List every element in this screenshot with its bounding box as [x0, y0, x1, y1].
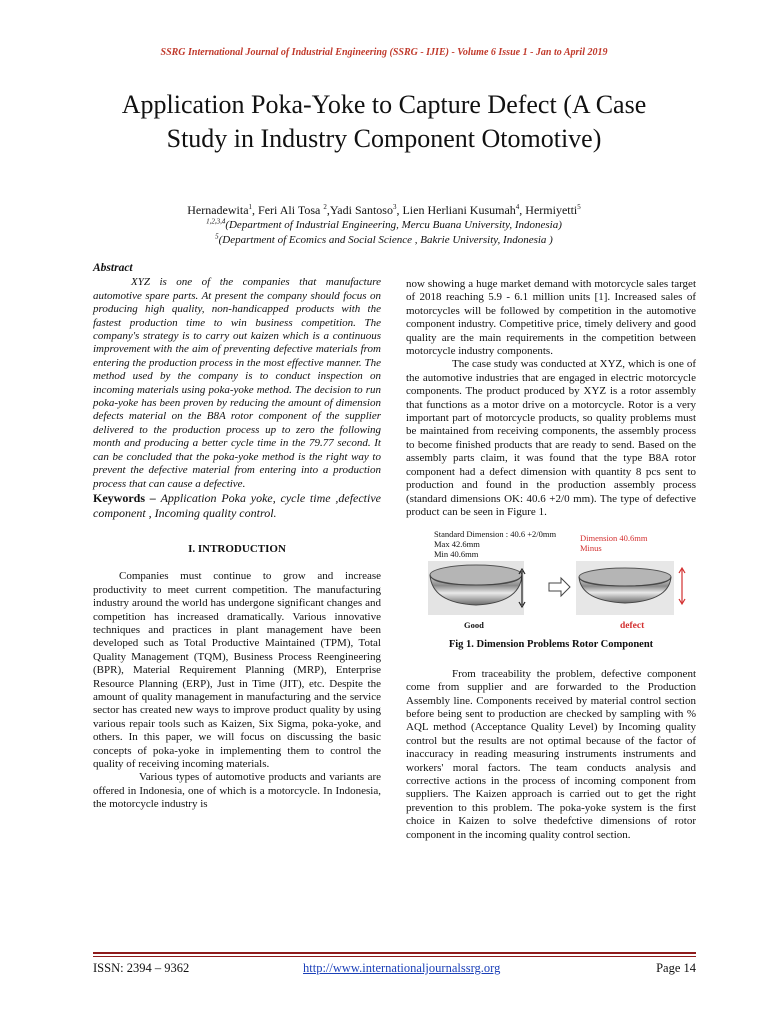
author-name: Lien Herliani Kusumah [402, 203, 516, 217]
good-label: Good [464, 620, 484, 631]
left-column [93, 262, 381, 812]
defect-dimension-label: Dimension 40.6mm Minus [580, 533, 648, 554]
rotor-comparison-image [406, 557, 696, 637]
standard-dimension-label: Standard Dimension : 40.6 +2/0mm Max 42.6mm Min 40.6mm [434, 529, 557, 560]
defect-rotor-top [579, 568, 671, 586]
author-name: Yadi Santoso [329, 203, 393, 217]
defect-label: defect [620, 621, 645, 632]
right-paragraph-2: The case study was conducted at XYZ, which is one of the automotive industries that are engaged in electric motorcycle components. The product produced by XYZ is a rotor assembly that functions as a motor drive on a motorcycle. Rotor is a very important part of motorcycle products, so quality problems must be maintained from receiving components, the assembly process to become finished products that are ready to send. Based on the assembly parts claim, it was found that the type B8A rotor component had a defect dimension with quantity 8 pcs sent to production and found in the production assembly process (standard dimensions OK: 40.6 +2/0 mm). The type of defective product can be seen in Figure 1. [406, 358, 696, 518]
intro-paragraph-2: Various types of automotive products and variants are offered in Indonesia, one of which is a motorcycle. In Indonesia, the motorcycle industry is [93, 771, 381, 811]
abstract-text: XYZ is one of the companies that manufacture automotive spare parts. At present the company should focus on producing high quality, non-handicapped products with the fastest production time to win business competition. The company's strategy is to carry out kaizen which is a continuous improvement with the aim of preventing defective materials from entering the production process in the most effective manner. The method used by the company is to conduct inspection on incoming materials using poka-yoke method. The decision to run poka-yoke has been proven by reducing the amount of dimension defects material on the B8A rotor component of the supplier delivered to the production process up to zero the following month and producing a better cycle time in the 79.77 second. It can be concluded that the poka-yoke method is the right way to prevent the defective material from entering into a production process that can cause a defective. [93, 276, 381, 490]
footer-rule [93, 952, 696, 954]
right-paragraph-1: now showing a huge market demand with motorcycle sales target of 2018 reaching 5.9 - 6.1 million units [1]. Increased sales of motorcycles will be followed by competition in the automotive component industry. Competitive price, timely delivery and good quality are the main requirements in the competition between motorcycle industry components. [406, 278, 696, 358]
figure-1 [406, 529, 696, 634]
good-rotor-top [430, 565, 522, 585]
page-number: Page 14 [656, 961, 696, 975]
paper-title: Application Poka-Yoke to Capture Defect (A Case Study in Industry Component Otomotive) [121, 90, 647, 153]
right-column [406, 278, 696, 842]
author-list: Hernadewita$^1$, Feri Ali Tosa $^2$,Yadi Santoso$^3$, Lien Herliani Kusumah$^4$, Hermiyetti$^5$ [187, 203, 581, 217]
abstract-heading: Abstract [93, 262, 133, 274]
author-name: Hermiyetti [525, 203, 578, 217]
section-heading-introduction: I. INTRODUCTION [188, 542, 286, 555]
affiliation-2: $^5$(Department of Ecomics and Social Science , Bakrie University, Indonesia ) [215, 232, 553, 246]
arrow-icon [549, 578, 570, 596]
author-name: Hernadewita [187, 203, 249, 217]
footer-rule-thin [93, 956, 696, 957]
affiliation-1: $^{1,2,3,4}$(Department of Industrial Engineering, Mercu Buana University, Indonesia) [206, 217, 562, 231]
right-paragraph-3: From traceability the problem, defective component come from supplier and are forwarded to the Production Assembly line. Components received by material control section before being sent to production are checked by sampling with % AQL method (Acceptance Quality Level) by Incoming quality control but the results are not optimal because of the factor of inaccuracy in reading measuring instruments instruments and workers' moral factors. The team conducts analysis and corrective actions in the process of incoming component from suppliers. The Kaizen approach is carried out to get the right prevention to this problem. The poka-yoke system is the first choice in Kaizen to solve thedefctive dimensions of rotor component in the incoming quality control section. [406, 667, 696, 841]
journal-link[interactable]: http://www.internationaljournalssrg.org [303, 961, 501, 975]
issn: ISSN: 2394 – 9362 [93, 961, 190, 975]
intro-paragraph-1: Companies must continue to grow and increase productivity to meet current competition. The manufacturing industry around the world has undergone significant changes and competition has increased dramatically. Various innovative techniques and practices in plant management have been developed such as Total Productive Maintained (TPM), Total Quality Management (TQM), Business Process Reengineering (BPR), Material Requirement Planning (MRP), Enterprise Resource Planning (ERP), Just in Time (JIT), etc. Despite the amount of quality management in manufacturing and the service sector has created new ways to improve product quality by using various repair tools such as Kaizen, Six Sigma, poka-yoke, and others. In this paper, we will focus on discussing the basic concepts of poka-yoke in implementing them to control the quality of receiving incoming materials. [93, 570, 381, 770]
author-name: Feri Ali Tosa [258, 203, 324, 217]
keywords: Keywords – Application Poka yoke, cycle time ,defective component , Incoming quality control. [93, 490, 382, 520]
figure-caption: Fig 1. Dimension Problems Rotor Component [448, 639, 654, 651]
journal-header: SSRG International Journal of Industrial Engineering (SSRG - IJIE) - Volume 6 Issue 1 - Jan to April 2019 [160, 47, 608, 58]
